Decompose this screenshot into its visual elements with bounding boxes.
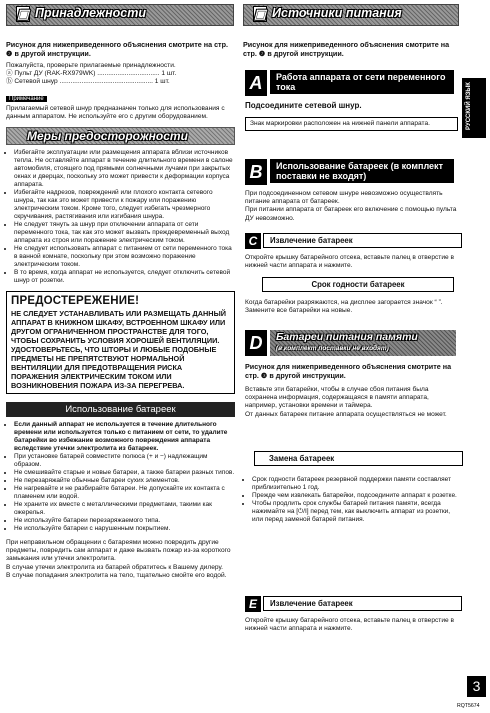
language-tab-label: РУССКИЙ ЯЗЫК	[466, 82, 472, 130]
section-d-title-bar	[270, 330, 456, 356]
list-item: • Прежде чем извлекать батарейки, подсоедините аппарат к розетке.	[252, 492, 462, 500]
accessories-header-bar	[6, 4, 234, 26]
page-icon: ▣	[17, 7, 29, 21]
list-item: • Не используйте батареи перезаряжаемого типа.	[14, 517, 235, 525]
precautions-list	[6, 149, 235, 285]
section-c-title: Извлечение батареек	[263, 233, 462, 248]
section-a-box: Знак маркировки расположен на нижней панели аппарата.	[245, 117, 458, 131]
precautions-header: Меры предосторожности	[27, 129, 188, 144]
list-item: • Срок годности батареек резервной поддержки памяти составляет приблизительно 1 год.	[252, 476, 462, 492]
power-header-bar	[243, 4, 459, 26]
accessory-item: ⓑ Сетевой шнур ................................................... 1 шт.	[6, 78, 170, 86]
section-b-text: При подсоединенном сетевом шнуре невозможно осуществлять питание аппарата от батареек. При питании аппарата от батареек его включение с помощью пульта ДУ невозможно.	[245, 190, 457, 222]
check-text: Пожалуйста, проверьте прилагаемые принадлежности.	[6, 62, 176, 69]
battery-use-list	[6, 421, 235, 533]
list-item: • Не нагревайте и не разбирайте батареи. Не допускайте их контакта с пламенем или водой.	[14, 485, 235, 501]
section-d-text: Вставьте эти батарейки, чтобы в случае сбоя питания была сохранена информация, содержащаяся в памяти аппарата, например, установки времени и таймера. От данных батареек питание аппарата осуществляться не может.	[245, 386, 447, 418]
warning-title: ПРЕДОСТЕРЕЖЕНИЕ!	[11, 295, 140, 308]
section-d-title: Батареи питания памяти	[276, 331, 418, 343]
document-code: RQT5674	[457, 703, 480, 709]
language-tab	[462, 78, 486, 138]
accessory-item: ⓐ Пульт ДУ (RAK-RX979WK) .................................. 1 шт.	[6, 70, 177, 78]
list-item: • Не перезаряжайте обычные батареи сухих элементов.	[14, 477, 235, 485]
section-e-letter: E	[245, 596, 261, 612]
list-item: • Не храните их вместе с металлическими предметами, такими как ожерелья.	[14, 501, 235, 517]
battery-life-title: Срок годности батареек	[262, 277, 454, 292]
page-icon: ▣	[254, 7, 266, 21]
power-intro: Рисунок для нижеприведенного объяснения смотрите на стр. ❷ в другой инструкции.	[243, 40, 450, 58]
battery-misuse-text: При неправильном обращении с батареями можно повредить другие предметы, повредить сам аппарат и даже вызвать пожар из-за короткого замыкания или утечки электролита. В случае утечки электролита из батарей обратитесь к Вашему дилеру. В случае попадания электролита на тело, тщательно смойте его водой.	[6, 539, 231, 579]
list-item: • Не следует использовать аппарат с питанием от сети переменного тока в ванной комнате, поскольку при этом возможно поражение электрическим током.	[14, 245, 235, 269]
note-text: Прилагаемый сетевой шнур предназначен только для использования с данным аппаратом. Не используйте его с другим оборудованием.	[6, 104, 225, 120]
left-column	[6, 40, 235, 580]
accessories-intro: Рисунок для нижеприведенного объяснения смотрите на стр. ❷ в другой инструкции.	[6, 40, 228, 58]
list-item: • Если данный аппарат не используется в течение длительного времени или используется только с питанием от сети, то удалите батарейки во избежание возможного повреждения аппарата вследствие утечки электролита из батареек.	[14, 421, 235, 453]
replace-list	[245, 476, 462, 524]
section-a-letter: A	[245, 70, 267, 96]
section-c-text: Откройте крышку батарейного отсека, вставьте палец в отверстие в нижней части аппарата и нажмите.	[245, 254, 455, 270]
section-b-title: Использование батареек (в комплект поставки не входят)	[270, 159, 454, 183]
power-header: Источники питания	[272, 6, 402, 20]
list-item: • В то время, когда аппарат не используется, следует отключить сетевой шнур от розетки.	[14, 269, 235, 285]
section-a-sub: Подсоедините сетевой шнур.	[245, 101, 362, 110]
section-b-letter: B	[245, 159, 267, 185]
battery-use-header: Использование батареек	[6, 402, 235, 417]
section-d-intro: Рисунок для нижеприведенного объяснения смотрите на стр. ❸ в другой инструкции.	[245, 362, 452, 380]
section-e-text: Откройте крышку батарейного отсека, вставьте палец в отверстие в нижней части аппарата и нажмите.	[245, 617, 455, 633]
warning-box	[6, 291, 235, 394]
section-d-letter: D	[245, 330, 267, 356]
right-column	[243, 40, 458, 58]
list-item: • Не смешивайте старые и новые батареи, а также батареи разных типов.	[14, 469, 235, 477]
list-item: • Не следует тянуть за шнур при отключении аппарата от сети переменного тока, так как это может вызвать преждевременный выход аппарата из строя или поражение электрическим током.	[14, 221, 235, 245]
list-item: • Избегайте надрезов, повреждений или плохого контакта сетевого шнура, так как это может привести к пожару или поражению электрическим током. Кроме того, следует избегать чрезмерного скручивания, растягивания или изгибания шнура.	[14, 189, 235, 221]
page-number: 3	[467, 676, 486, 697]
note-tag: Примечание	[6, 96, 47, 102]
precautions-header-bar	[6, 127, 235, 145]
section-e-title: Извлечение батареек	[263, 596, 462, 611]
accessories-header: Принадлежности	[35, 6, 146, 20]
warning-text: НЕ СЛЕДУЕТ УСТАНАВЛИВАТЬ ИЛИ РАЗМЕЩАТЬ ДАННЫЙ АППАРАТ В КНИЖНОМ ШКАФУ, ВСТРОЕННОМ ШКАФУ ИЛИ ДРУГОМ ОГРАНИЧЕННОМ ПРОСТРАНСТВЕ ДЛЯ ТОГО, ЧТОБЫ СОХРАНИТЬ УСЛОВИЯ ХОРОШЕЙ ВЕНТИЛЯЦИИ. УДОСТОВЕРЬТЕСЬ, ЧТО ШТОРЫ И ЛЮБЫЕ ПОДОБНЫЕ ПРЕДМЕТЫ НЕ ПРЕПЯТСТВУЮТ НОРМАЛЬНОЙ ВЕНТИЛЯЦИИ ДЛЯ ПРЕДОТВРАЩЕНИЯ РИСКА ПОРАЖЕНИЯ ЭЛЕКТРИЧЕСКИМ ТОКОМ ИЛИ ВОЗНИКНОВЕНИЯ ПОЖАРА ИЗ-ЗА ПЕРЕГРЕВА.	[11, 309, 226, 391]
section-c-letter: C	[245, 233, 261, 249]
section-a-title: Работа аппарата от сети переменного тока	[270, 70, 454, 94]
section-d-sub: (в комплект поставки не входят)	[276, 345, 389, 352]
list-item: • Чтобы продлить срок службы батарей питания памяти, всегда нажимайте на [⏻/I] перед тем, как выключить аппарат из розетки, или перед заменой батарей питания.	[252, 500, 462, 524]
battery-life-text: Когда батарейки разряжаются, на дисплее загорается значок “ ”. Замените все батарейки на новые.	[245, 299, 443, 315]
replace-title: Замена батареек	[254, 451, 463, 466]
list-item: • Избегайте эксплуатации или размещения аппарата вблизи источников тепла. Не оставляйте аппарат в течение длительного времени в салоне автомобиля, стоящего под прямыми солнечными лучами при закрытых окнах и дверцах, поскольку это может привести к деформации корпуса аппарата.	[14, 149, 235, 189]
list-item: • Не используйте батареи с нарушенным покрытием.	[14, 525, 235, 533]
list-item: • При установке батарей совместите полюса (+ и −) надлежащим образом.	[14, 453, 235, 469]
